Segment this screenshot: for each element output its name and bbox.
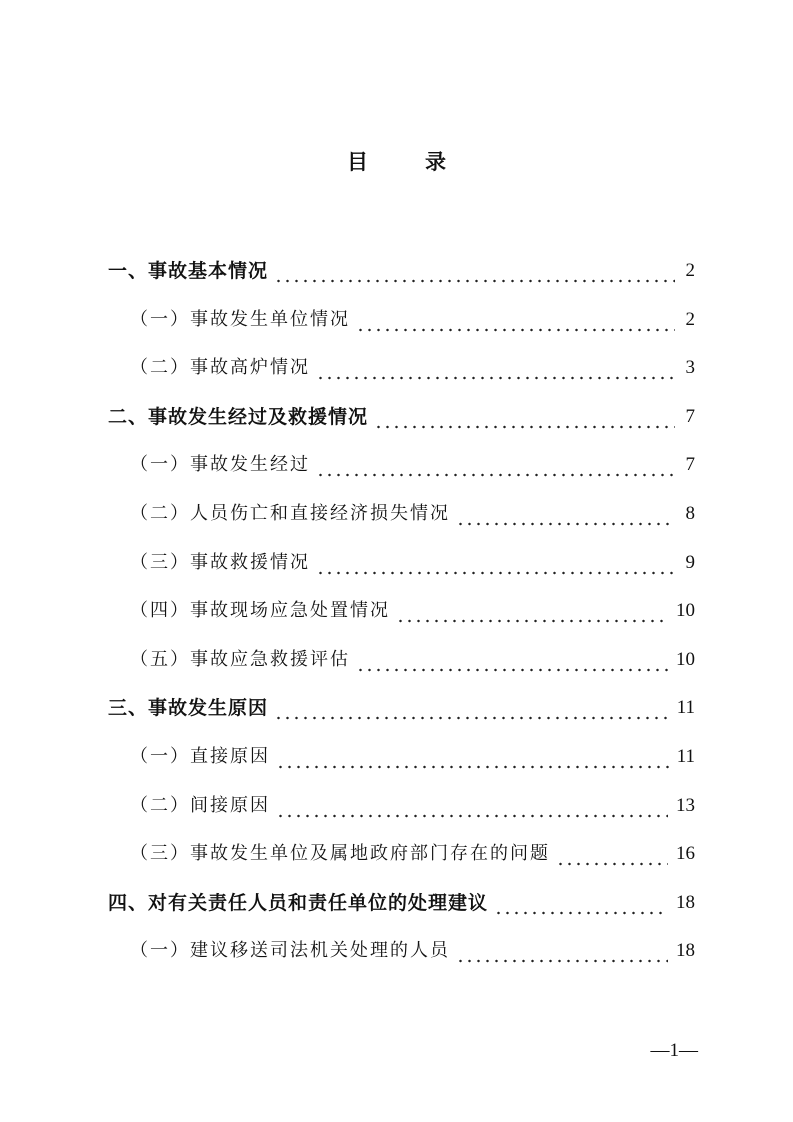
toc-entry-label: （一）事故发生单位情况 [130,308,350,330]
toc-entry-page: 2 [685,260,695,281]
toc-entry-label: （一）直接原因 [130,746,270,767]
toc-leader-dots [556,842,668,866]
toc-entry[interactable] [0,486,793,526]
toc-leader-dots [276,794,668,818]
toc-entry-label: （一）事故发生经过 [130,454,310,476]
toc-entry-label: （二）事故高炉情况 [130,357,310,379]
toc-entry-label: （二）人员伤亡和直接经济损失情况 [130,503,450,524]
toc-entry[interactable] [0,923,793,963]
toc-leader-dots [356,308,675,332]
toc-entry[interactable] [0,778,793,818]
toc-entry-page: 10 [676,600,695,622]
toc-leader-dots [316,453,675,477]
toc-leader-dots [276,745,669,769]
toc-entry-label: （五）事故应急救援评估 [130,648,350,670]
toc-entry-page: 3 [685,357,695,379]
toc-entry[interactable] [0,826,793,866]
toc-leader-dots [274,696,669,720]
toc-entry-page: 18 [676,940,695,962]
toc-leader-dots [316,551,675,575]
toc-entry-label: （三）事故发生单位及属地政府部门存在的问题 [130,843,550,865]
toc-entry[interactable] [0,243,793,283]
toc-entry[interactable] [0,535,793,575]
toc-entry[interactable] [0,292,793,332]
toc-entry[interactable] [0,389,793,429]
toc-entry-page: 2 [685,308,695,330]
toc-entry-page: 9 [685,551,695,573]
toc-entry-page: 18 [676,891,695,913]
toc-entry[interactable] [0,729,793,769]
toc-leader-dots [374,405,675,429]
toc-entry-label: （一）建议移送司法机关处理的人员 [130,940,450,962]
toc-entry-page: 8 [685,503,695,524]
toc-entry[interactable] [0,632,793,672]
toc-entry-page: 7 [685,405,695,427]
toc-entry-label: 一、事故基本情况 [108,260,269,282]
toc-entry-label: 四、对有关责任人员和责任单位的处理建议 [108,891,489,914]
toc-entry-label: （四）事故现场应急处置情况 [130,600,390,622]
toc-entry-page: 13 [676,794,695,816]
toc-leader-dots [456,939,668,963]
toc-leader-dots [316,356,675,380]
toc-entry-page: 7 [685,454,695,476]
toc-entry-page: 11 [676,697,695,719]
toc-leader-dots [274,259,675,283]
toc-entry-label: 二、事故发生经过及救援情况 [108,405,369,428]
toc-leader-dots [396,599,668,623]
toc-entry[interactable] [0,437,793,477]
toc-entry[interactable] [0,583,793,623]
toc-entry-label: （二）间接原因 [130,794,270,816]
page-number: —1— [650,1040,698,1061]
toc-leader-dots [494,891,668,915]
toc-entry-label: （三）事故救援情况 [130,551,310,573]
toc-title: 目 录 [347,150,464,174]
toc-leader-dots [456,502,675,526]
toc-entry[interactable] [0,680,793,720]
toc-entry[interactable] [0,340,793,380]
toc-entry-page: 10 [676,648,695,670]
toc-entry-page: 11 [676,746,695,767]
toc-entry-label: 三、事故发生原因 [108,697,269,720]
toc-leader-dots [356,648,668,672]
toc-entry-page: 16 [676,843,695,865]
toc-entry[interactable] [0,875,793,915]
